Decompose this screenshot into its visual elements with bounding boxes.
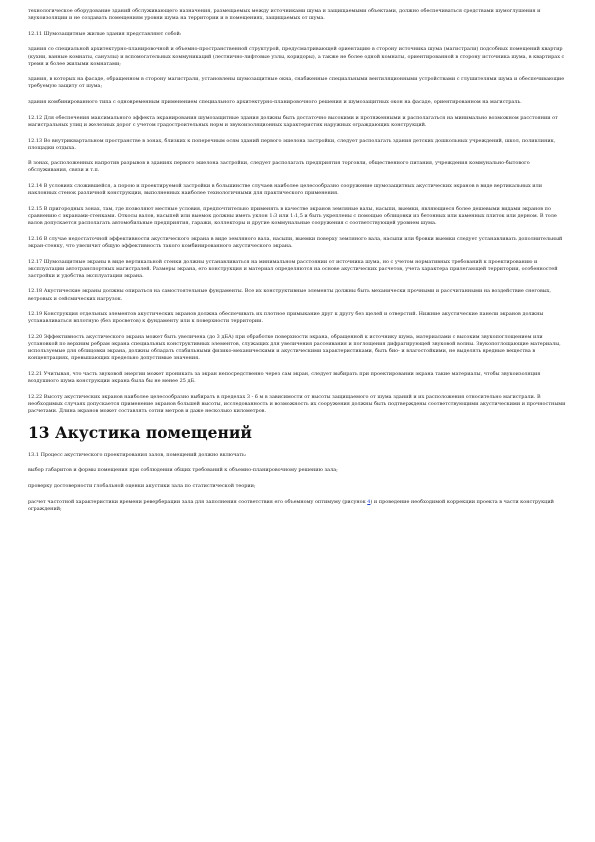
paragraph: 12.17 Шумозащитные экраны в виде вертикальной стенки должны устанавливаться на минимальном расстоянии от источника шума, но с учетом нормативных требований к проектированию и эксплуатации автотранспортных магистралей. Размеры экрана, его конструкция и материал определяются на основе акустических расчетов, учета характера прилегающей территории, особенностей застройки и удобства эксплуатации экрана. [28, 258, 558, 279]
paragraph: 12.14 В условиях сложившейся, а порою и проектируемой застройки в большинстве случаев наиболее целесообразно сооружение шумозащитных акустических экранов в виде вертикальных или наклонных стенок различной конструкции, выполненных наиболее технологичными для практического применения. [28, 183, 543, 197]
paragraphs-after [28, 452, 568, 513]
paragraph: 12.19 Конструкция отдельных элементов акустических экранов должна обеспечивать их плотное примыкание друг к другу без щелей и отверстий. Нижние акустические панели экранов должны устанавливаться вплотную (без просветов) к фундаменту или к поверхности территории. [28, 311, 544, 325]
paragraph: 12.16 В случае недостаточной эффективности акустического экрана в виде земляного вала, насыпи, выемки поверху земляного вала, насыпи или бровки выемки следует устанавливать дополнительный экран-стенку, что увеличит общую эффективность такого комбинированного акустического экрана. [28, 235, 563, 249]
paragraph: 12.21 Учитывая, что часть звуковой энергии может проникать за экран непосредственно через сам экран, следует выбирать при проектировании экрана такие материалы, чтобы звукоизоляция воздушного шума конструкции экрана была бы не менее 25 дБ. [28, 371, 541, 385]
paragraph: 12.18 Акустические экраны должны опираться на самостоятельные фундаменты. Все их конструктивные элементы должны быть механически прочными и рассчитанными на воздействие снеговых, ветровых и сейсмических нагрузок. [28, 288, 552, 302]
paragraph: выбор габаритов и формы помещения при соблюдении общих требований к объемно-планировочному решению зала; [28, 467, 338, 474]
paragraph-with-link [28, 499, 568, 513]
paragraph: 13.1 Процесс акустического проектирования залов, помещений должно включать: [28, 451, 247, 458]
section-heading: 13 Акустика помещений [28, 422, 252, 442]
paragraph: 12.22 Высоту акустических экранов наиболее целесообразно выбирать в пределах 3 - 6 м в зависимости от высоты защищаемого от шума зданий и их расположения относительно магистрали. В необходимых случаях допускается применение экранов большей высоты, исследованность и возможность их сооружения должны быть подтверждены соответствующими акустическими и прочностными расчетами. Длина экранов может составлять сотни метров и даже несколько километров. [28, 393, 566, 414]
document-page [28, 8, 568, 522]
paragraphs-before [28, 8, 568, 415]
paragraph-text: расчет частотной характеристики времени реверберации зала для заполнения соответствия его объемному оптимуму (рисунок [28, 498, 368, 505]
paragraph: здания, в которых на фасаде, обращенном в сторону магистрали, установлены шумозащитные окна, снабженные специальными вентиляционными устройствами с глушителями шума и обеспечивающие требуемую защиту от шума; [28, 76, 565, 90]
paragraph: проверку достоверности глобальной оценки акустики зала по статистической теории; [28, 483, 256, 490]
paragraph: 12.20 Эффективность акустического экрана может быть увеличена (до 3 дБА) при обработке поверхности экрана, обращенной к источнику шума, материалами с высоким звукопоглощением или установкой по верхним ребрам экрана специальных конструктивных элементов, служащих для увеличения рассеивания и поглощения дифрагирующей звуковой волны. Звукопоглощающие материалы, используемые для облицовки экрана, должны обладать стабильными физико-механическими и акустическими характеристиками, быть био- и влагостойкими, не выделять вредные вещества в концентрациях, превышающих предельно допустимые значения. [28, 334, 561, 362]
paragraph: 12.12 Для обеспечения максимального эффекта экранирования шумозащитные здания должны быть достаточно высокими и протяженными и располагаться на минимально возможном расстоянии от магистральных улиц и железных дорог с учетом градостроительных норм и звукоизоляционных характеристик наружных ограждающих конструкций. [28, 114, 558, 128]
paragraph: 12.15 В пригородных зонах, там, где позволяют местные условия, предпочтительно применять в качестве экранов земляные валы, насыпи, выемки, являющиеся более дешевыми видами экранов по сравнению с экранами-стенками. Откосы валов, насыпей или выемок должны иметь уклон 1:3 или 1:1,5 и быть укреплены с помощью облицовки из бетонных или каменных плиток или дерном. В толе валов допускается располагать автомобильные предприятия, гаражи, коллекторы и другие коммунальные сооружения с соответствующей уровнем шума. [28, 205, 557, 227]
paragraph: здания со специальной архитектурно-планировочной и объемно-пространственной структурой, предусматривающей ориентацию в сторону источника шума (магистрали) подсобных помещений квартир (кухни, ванные комнаты, санузлы) и вспомогательных коммуникаций (лестнично-лифтовые узлы, коридоры), а также не более одной комнаты, ориентированной в сторону источника шума, в квартирах с тремя и более жилыми комнатами; [28, 46, 565, 67]
paragraph: здания комбинированного типа с одновременным применением специального архитектурно-планировочного решения и шумозащитных окон на фасаде, ориентированном на магистраль. [28, 99, 522, 106]
paragraph: технологическое оборудование зданий обслуживающего назначения, размещаемых между источниками шума и защищаемыми объектами, должно обеспечиваться средствами шумоглушения и звукоизоляции и не создавать помещениям уровни шума на территории и в помещениях, защищаемых от шума. [28, 8, 541, 22]
paragraph: В зонах, расположенных напротив разрывов в зданиях первого эшелона застройки, следует располагать предприятия торговли, общественного питания, учреждения коммунально-бытового обслуживания, связи и т.п. [28, 160, 530, 174]
paragraph: 12.13 Во внутриквартальном пространстве в зонах, близких к поперечным осям зданий первого эшелона застройки, следует располагать здания детских дошкольных учреждений, школ, поликлиник, площадки отдыха. [28, 137, 556, 151]
paragraph-text: ) и проведение необходимой коррекции проекта в части конструкций ограждений; [28, 498, 554, 512]
paragraph: 12.11 Шумозащитные жилые здания представляют собой: [28, 30, 182, 37]
figure-link[interactable]: 4 [367, 498, 371, 505]
